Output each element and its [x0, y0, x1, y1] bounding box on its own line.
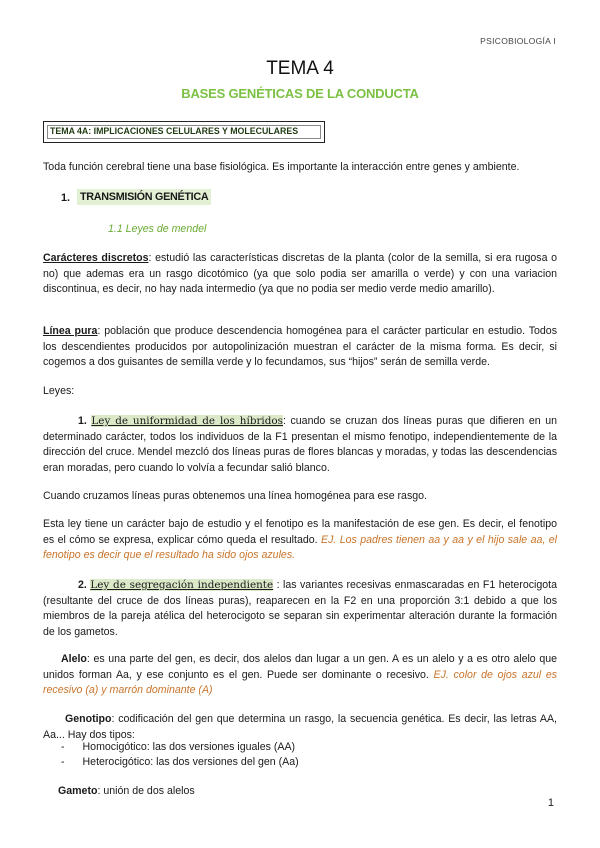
law1-title: Ley de uniformidad de los híbridos — [91, 415, 283, 427]
caracteres-text: : estudió las características discretas de la planta (color de la semilla, si era rugosa o no) que ademas era un rasgo dicotómico (ya que solo podia ser amarilla o verde) y con una variacion discontinua, es decir, no hay nada intermedio (ya que no podia ser medio verde medio amarillo). — [43, 252, 557, 295]
law1-text: : cuando se cruzan dos líneas puras que difieren en un determinado carácter, todos los individuos de la F1 presentan el mismo fenotipo, independientemente de la dirección del cruce. Mendel mezcló dos líneas puras de flores blancas y moradas, y todas las descendencias eran moradas, pero cuando lo volvía a fecundar salió blanco. — [43, 415, 557, 474]
section-title: TRANSMISIÓN GENÉTICA — [77, 189, 211, 205]
subsection-title: 1.1 Leyes de mendel — [108, 223, 207, 235]
term-gameto: Gameto — [58, 785, 98, 797]
boxed-heading — [43, 121, 325, 143]
list-bullet: - — [61, 741, 65, 753]
law2-title: Ley de segregación independiente — [90, 579, 274, 591]
ley-caracter-paragraph — [43, 517, 557, 564]
term-genotipo: Genotipo — [65, 713, 112, 725]
ley-caracter-example: EJ. Los padres tienen aa y aa y el hijo sale aa, el fenotipo es decir que el resultado ha sido ojos azules. — [43, 533, 558, 561]
alelo-example: EJ. color de ojos azul es recesivo (a) y marrón dominante (A) — [43, 668, 558, 696]
page-subtitle: BASES GENÉTICAS DE LA CONDUCTA — [181, 86, 419, 101]
page-title: TEMA 4 — [266, 58, 334, 79]
list-item — [61, 756, 299, 768]
list-item-text: Heterocigótico: las dos versiones del gen (Aa) — [82, 756, 299, 768]
alelo-text: : es una parte del gen, es decir, dos alelos dan lugar a un gen. A es un alelo y a es otro alelo que unidos forman Aa, y ese conjunto es el gen. Puede ser dominante o recesivo. — [43, 653, 557, 681]
gameto-paragraph — [43, 784, 557, 800]
page-number: 1 — [547, 797, 554, 809]
term-linea-pura: Línea pura — [43, 325, 98, 337]
cruzamos-paragraph: Cuando cruzamos líneas puras obtenemos una línea homogénea para ese rasgo. — [43, 490, 427, 502]
law2-text: : las variantes recesivas enmascaradas en F1 heterocigota (resultante del cruce de dos líneas puras), reaparecen en la F2 en una proporción 3:1 debido a que los miembros de la pareja atélica del heterocigoto se separan sin experimentar alteración durante la formación de los gametos. — [43, 579, 557, 638]
list-bullet: - — [61, 756, 65, 768]
leyes-label: Leyes: — [43, 385, 75, 397]
list-item — [61, 741, 295, 753]
genotipo-text: : codificación del gen que determina un rasgo, la secuencia genética. Es decir, las letras AA, Aa... Hay dos tipos: — [43, 713, 557, 741]
ley-caracter-text: Esta ley tiene un carácter bajo de estudio y el fenotipo es la manifestación de ese gen. Es decir, el fenotipo es el cómo se expresa, explicar cómo queda el resultado. — [43, 518, 557, 546]
law2-number: 2. — [78, 579, 87, 591]
law1-paragraph — [43, 414, 557, 476]
intro-paragraph: Toda función cerebral tiene una base fisiológica. Es importante la interacción entre genes y ambiente. — [43, 161, 520, 173]
running-header: PSICOBIOLOGÍA I — [480, 36, 556, 46]
law1-number: 1. — [78, 415, 87, 427]
boxed-heading-text: TEMA 4A: IMPLICACIONES CELULARES Y MOLECULARES — [50, 126, 299, 136]
gameto-text: : unión de dos alelos — [97, 785, 195, 797]
term-caracteres: Carácteres discretos — [43, 252, 149, 264]
genotipo-paragraph — [43, 712, 557, 743]
linea-pura-paragraph — [43, 324, 557, 371]
linea-pura-text: : población que produce descendencia homogénea para el carácter particular en estudio. Todos los descendientes producidos por autopolinización muestran el carácter de la misma forma. Es decir, si cogemos a dos guisantes de semilla verde y lo fecundamos, sus “hijos” serán de semilla verde. — [43, 325, 557, 368]
section-number: 1. — [61, 192, 71, 204]
list-item-text: Homocigótico: las dos versiones iguales (AA) — [82, 741, 296, 753]
term-alelo: Alelo — [61, 653, 87, 665]
alelo-paragraph — [43, 652, 557, 699]
caracteres-paragraph — [43, 251, 557, 298]
law2-paragraph — [43, 578, 557, 640]
